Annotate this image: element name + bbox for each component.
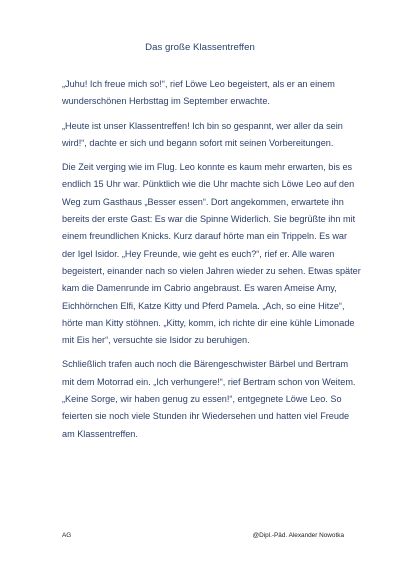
story-paragraph-1: „Juhu! Ich freue mich so!“, rief Löwe Leo begeistert, als er an einem wunderschönen Herbsttag im September erwachte. <box>62 79 335 107</box>
footer-left-label: AG <box>62 532 72 539</box>
document-title: Das große Klassentreffen <box>145 42 255 53</box>
story-body <box>62 76 362 450</box>
story-paragraph-4: Schließlich trafen auch noch die Bärengeschwister Bärbel und Bertram mit dem Motorrad ein. „Ich verhungere!“, rief Bertram schon von Weitem. „Keine Sorge, wir haben genug zu essen!“, entgegnete Löwe Leo. So feierten sie noch viele Stunden ihr Wiedersehen und hatten viel Freude am Klassentreffen. <box>62 359 356 439</box>
footer-author-label: @Dipl.-Päd. Alexander Nowotka <box>252 532 344 539</box>
story-paragraph-2: „Heute ist unser Klassentreffen! Ich bin so gespannt, wer aller da sein wird!“, dachte er sich und begann sofort mit seinen Vorbereitungen. <box>62 120 343 148</box>
story-paragraph-3: Die Zeit verging wie im Flug. Leo konnte es kaum mehr erwarten, bis es endlich 15 Uhr war. Pünktlich wie die Uhr machte sich Löwe Leo auf den Weg zum Gasthaus „Besser essen“. Dort angekommen, erwartete ihn bereits der erste Gast: Es war die Spinne Widerlich. Sie begrüßte ihn mit einem freundlichen Knicks. Kurz darauf hörte man ein Trippeln. Es war der Igel Isidor. „Hey Freunde, wie geht es euch?“, rief er. Alle waren begeistert, einander nach so vielen Jahren wieder zu sehen. Etwas später kam die Damenrunde im Cabrio angebraust. Es waren Ameise Amy, Eichhörnchen Elfi, Katze Kitty und Pferd Pamela. „Ach, so eine Hitze“, hörte man Kitty stöhnen. „Kitty, komm, ich richte dir eine kühle Limonade mit Eis her“, versuchte sie Isidor zu beruhigen. <box>62 162 361 346</box>
